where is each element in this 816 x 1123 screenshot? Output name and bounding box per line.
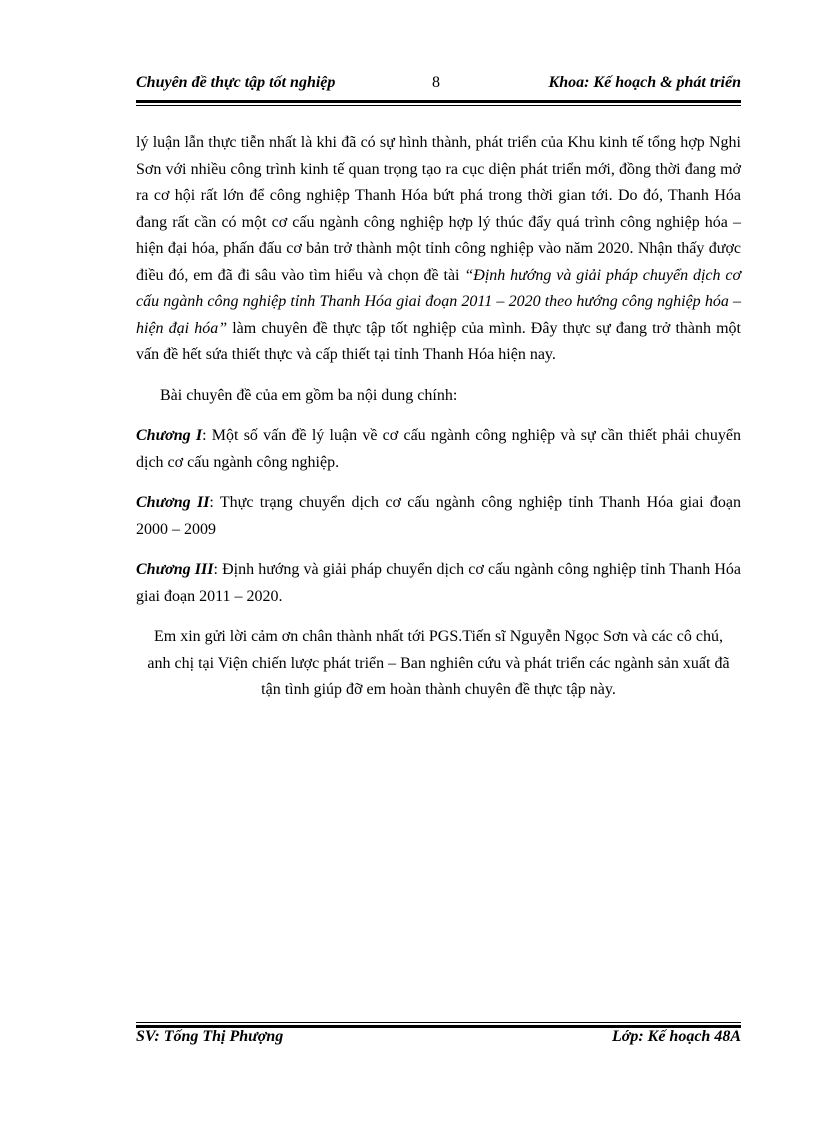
paragraph-1-text-a: lý luận lẫn thực tiễn nhất là khi đã có sự hình thành, phát triển của Khu kinh tế tổng hợp Nghi Sơn với nhiều công trình kinh tế quan trọng tạo ra cục diện phát triển mới, đồng thời đang mở ra cơ hội rất lớn để công nghiệp Thanh Hóa bứt phá trong thời gian tới. Do đó, Thanh Hóa đang rất cần có một cơ cấu ngành công nghiệp hợp lý thúc đẩy quá trình công nghiệp hóa – hiện đại hóa, phấn đấu cơ bản trở thành một tỉnh công nghiệp vào năm 2020. Nhận thấy được điều đó, em đã đi sâu vào tìm hiểu và chọn đề tài	[136, 134, 741, 284]
header-rule-thick	[136, 100, 741, 103]
header-rule-thin	[136, 105, 741, 106]
chapter-3-text: : Định hướng và giải pháp chuyển dịch cơ cấu ngành công nghiệp tỉnh Thanh Hóa giai đoạn 2011 – 2020.	[136, 561, 741, 605]
chapter-3	[136, 557, 741, 610]
acknowledgement-paragraph: Em xin gửi lời cảm ơn chân thành nhất tới PGS.Tiến sĩ Nguyễn Ngọc Sơn và các cô chú, anh chị tại Viện chiến lược phát triển – Ban nghiên cứu và phát triển các ngành sản xuất đã tận tình giúp đỡ em hoàn thành chuyên đề thực tập này.	[147, 628, 730, 698]
header-department: Khoa: Kế hoạch & phát triển	[548, 74, 741, 91]
page-footer	[136, 1028, 741, 1052]
page-body	[136, 130, 741, 704]
chapter-2-text: : Thực trạng chuyển dịch cơ cấu ngành công nghiệp tỉnh Thanh Hóa giai đoạn 2000 – 2009	[136, 494, 741, 538]
footer-rule-thin	[136, 1022, 741, 1023]
chapter-3-label: Chương III	[136, 561, 214, 578]
header-title: Chuyên đề thực tập tốt nghiệp	[136, 74, 336, 91]
chapter-1-label: Chương I	[136, 427, 203, 444]
thesis-title: “Định hướng và giải pháp chuyển dịch cơ cấu ngành công nghiệp tỉnh Thanh Hóa giai đoạn 2011 – 2020 theo hướng công nghiệp hóa – hiện đại hóa”	[136, 266, 742, 337]
chapter-1	[136, 423, 741, 476]
body-paragraph-1	[136, 130, 741, 369]
paragraph-1-text-b: làm chuyên đề thực tập tốt nghiệp của mình. Đây thực sự đang trở thành một vấn đề hết sứa thiết thực và cấp thiết tại tỉnh Thanh Hóa hiện nay.	[136, 319, 741, 363]
body-paragraph-2: Bài chuyên đề của em gồm ba nội dung chính:	[160, 386, 458, 404]
chapter-2-label: Chương II	[136, 494, 210, 511]
chapter-2	[136, 490, 741, 543]
chapter-1-text: : Một số vấn đề lý luận về cơ cấu ngành công nghiệp và sự cần thiết phải chuyển dịch cơ cấu ngành công nghiệp.	[136, 427, 741, 471]
page-number: 8	[432, 74, 440, 91]
footer-class: Lớp: Kế hoạch 48A	[611, 1028, 741, 1045]
footer-student: SV: Tống Thị Phượng	[136, 1028, 284, 1045]
page-header	[136, 74, 741, 98]
